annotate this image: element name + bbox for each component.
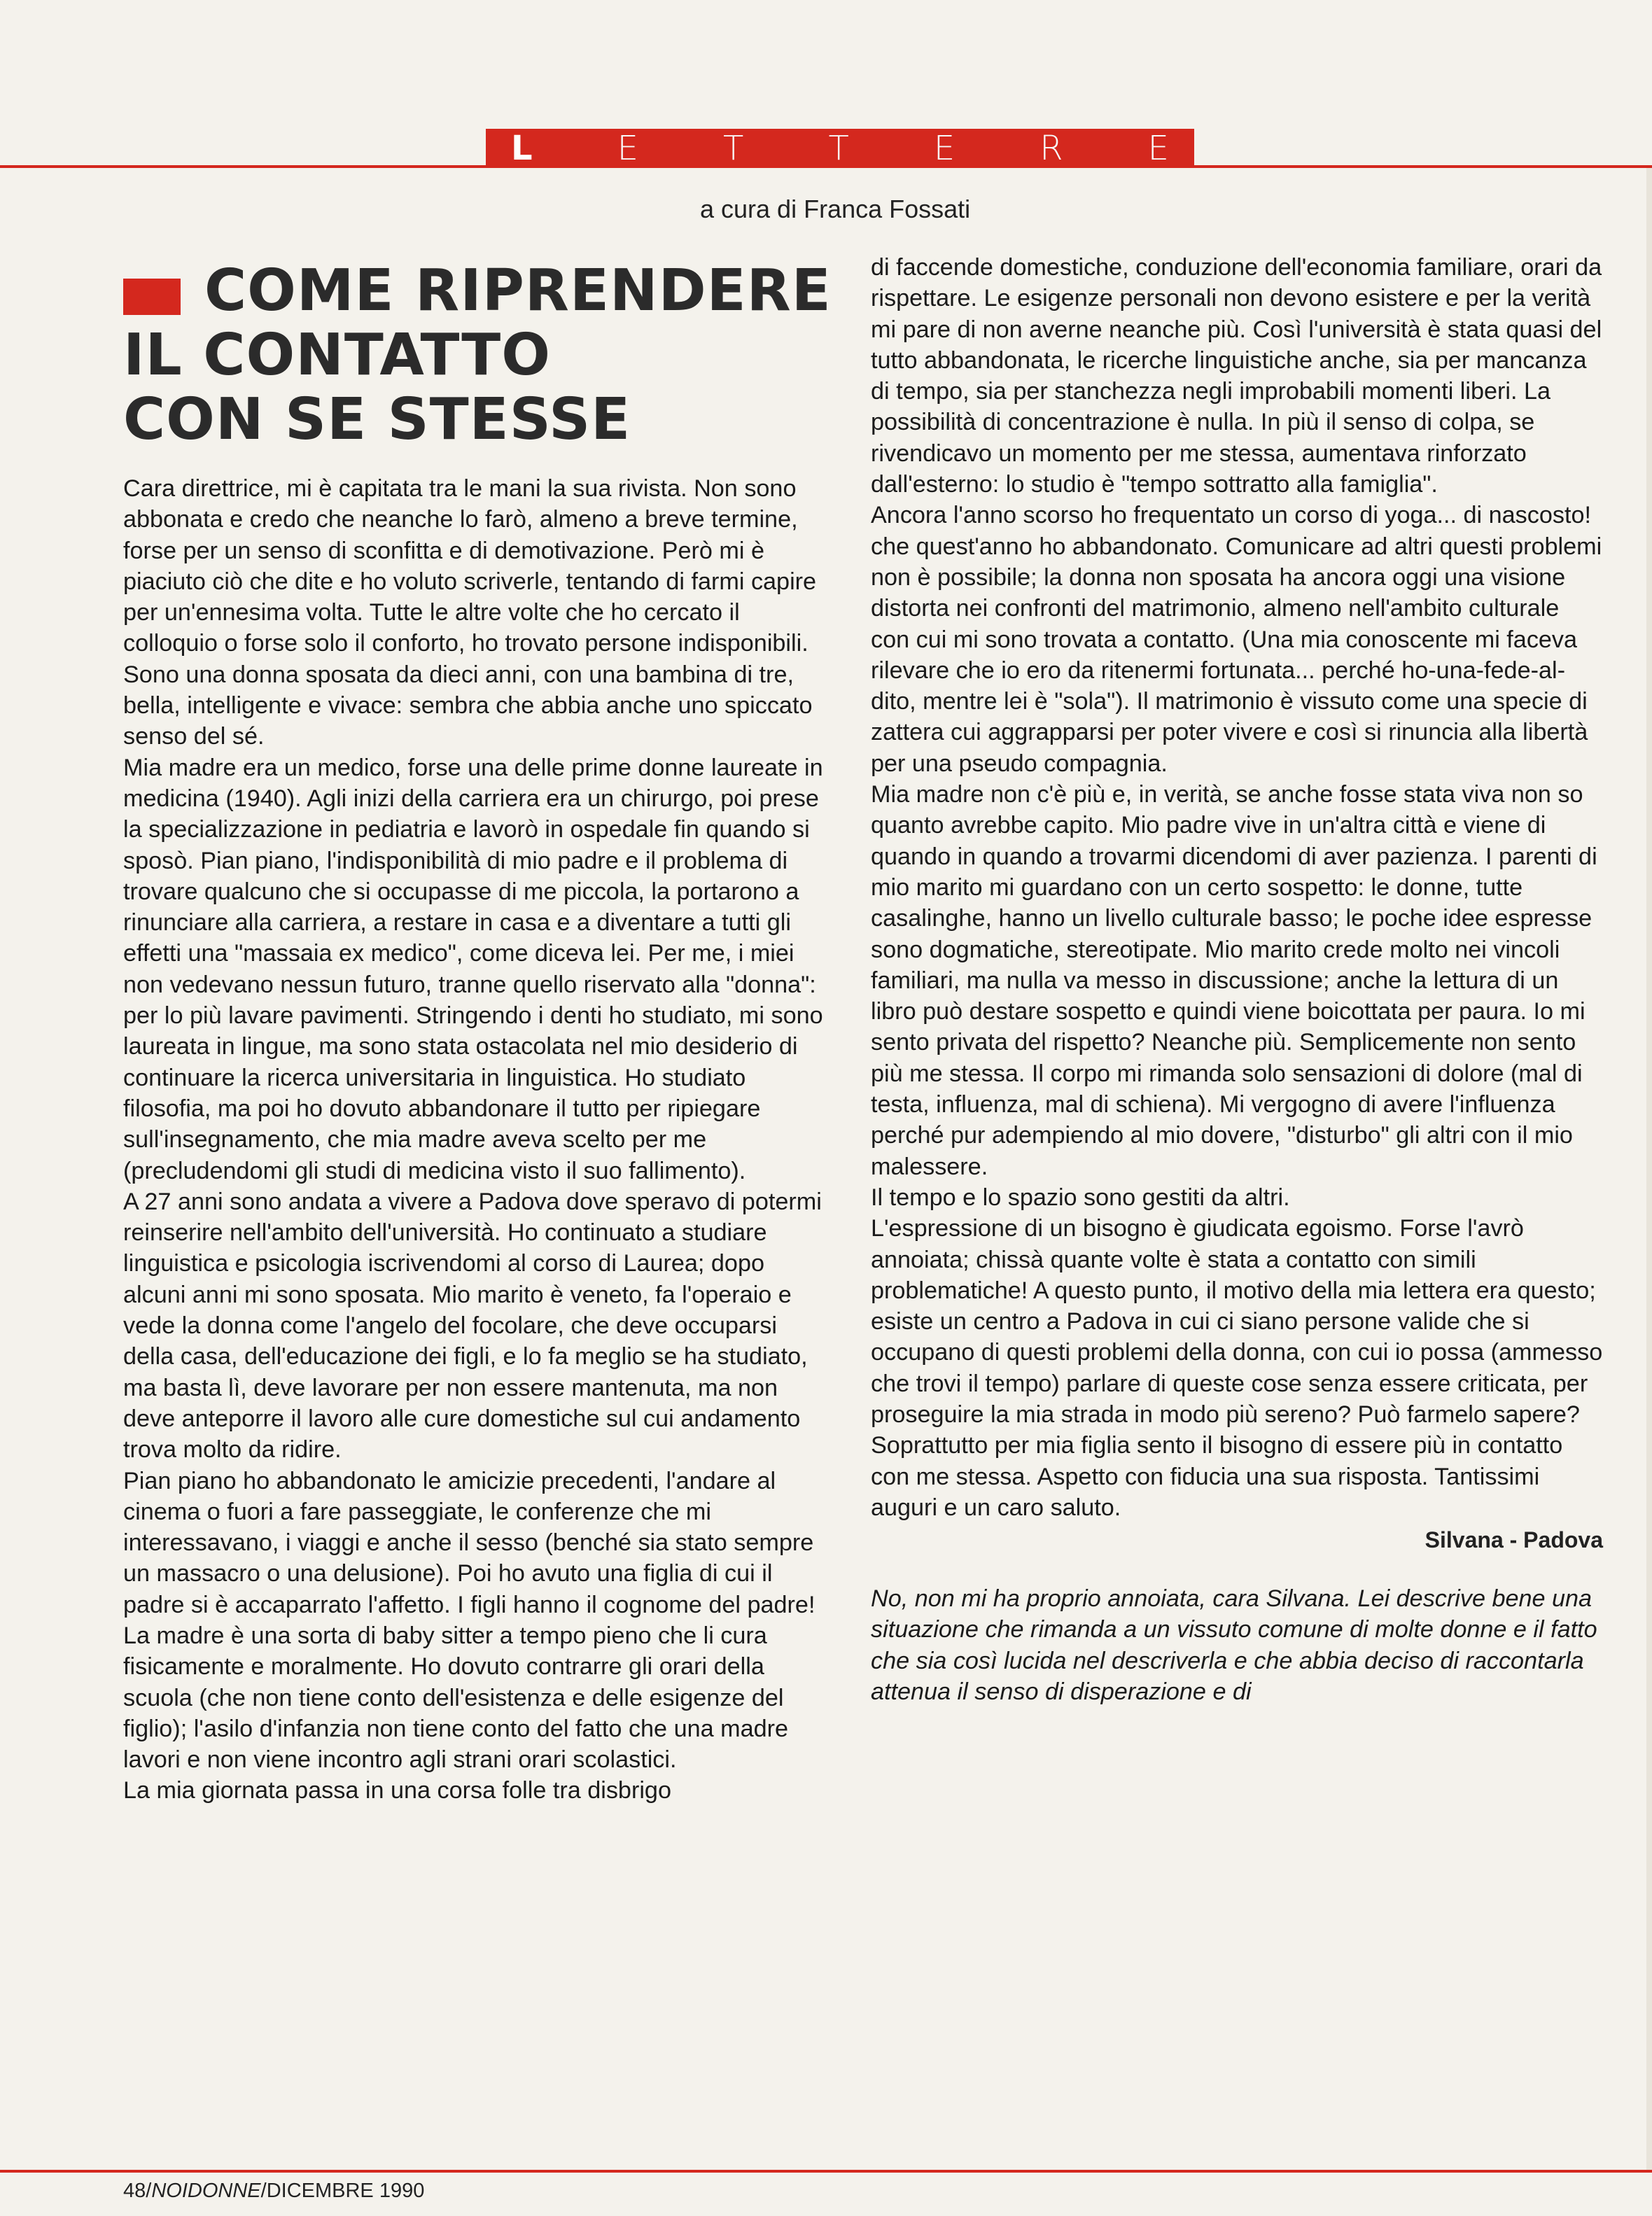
letter-paragraph: di faccende domestiche, conduzione dell'economia familiare, orari da rispettare. Le esigenze personali non devono esistere e per la verità mi pare di non averne neanche più. Così l'università è stata quasi del tutto abbandonata, le ricerche linguistiche anche, sia per mancanza di tempo, sia per stanchezza negli improbabili momenti liberi. La possibilità di concentrazione è nulla. In più il senso di colpa, se rivendicavo un momento per me stessa, aumentava rinforzato dall'esterno: lo studio è "tempo sottratto alla famiglia". xyxy=(871,254,1602,498)
section-letter: E xyxy=(933,129,955,168)
letter-paragraph: L'espressione di un bisogno è giudicata egoismo. Forse l'avrò annoiata; chissà quante volte è stata a contatto con simili problematiche! A questo punto, il motivo della mia lettera era questo; esiste un centro a Padova in cui ci siano persone valide che si occupano di questi problemi della donna, con cui io possa (ammesso che trovi il tempo) parlare di queste cose senza essere criticata, per proseguire la mia strada in modo più sereno? Può farmelo sapere? Soprattutto per mia figlia sento il bisogno di essere più in contatto con me stessa. Aspetto con fiducia una sua risposta. Tantissimi auguri e un caro saluto. xyxy=(871,1215,1603,1521)
issue-date: DICEMBRE 1990 xyxy=(266,2180,425,2202)
magazine-name: NOIDONNE xyxy=(151,2180,261,2202)
letter-paragraph: Pian piano ho abbandonato le amicizie precedenti, l'andare al cinema o fuori a fare passeggiate, le conferenze che mi interessavano, i viaggi e anche il sesso (benché sia stato sempre un massacro o una delusione). Poi ho avuto una figlia di cui il padre si è accaparrato l'affetto. I figli hanno il cognome del padre! La madre è una sorta di baby sitter a tempo pieno che li cura fisicamente e moralmente. Ho dovuto contrarre gli orari della scuola (che non tiene conto dell'esistenza e delle esigenze del figlio); l'asilo d'infanzia non tiene conto del fatto che una madre lavori e non viene incontro agli strani orari scolastici. xyxy=(123,1467,816,1774)
letter-column-left xyxy=(123,473,823,1807)
section-letter: L xyxy=(511,129,533,168)
page-number: 48 xyxy=(123,2180,146,2202)
section-letter: T xyxy=(723,129,744,168)
section-header-lettere xyxy=(486,129,1194,168)
letter-paragraph: Il tempo e lo spazio sono gestiti da altri. xyxy=(871,1184,1290,1211)
letter-column-right xyxy=(871,252,1603,1707)
title-line: IL CONTATTO xyxy=(123,322,551,388)
page-footer: 48/NOIDONNE/DICEMBRE 1990 xyxy=(123,2180,425,2202)
section-letter: R xyxy=(1040,129,1063,168)
letter-paragraph: A 27 anni sono andata a vivere a Padova dove speravo di potermi reinserire nell'ambito dell'università. Ho continuato a studiare linguistica e psicologia iscrivendomi al corso di Laurea; dopo alcuni anni mi sono sposata. Mio marito è veneto, fa l'operaio e vede la donna come l'angelo del focolare, che deve occuparsi della casa, dell'educazione dei figli, e lo fa meglio se ha studiato, ma basta lì, deve lavorare per non essere mantenuta, ma non deve anteporre il lavoro alle cure domestiche sul cui andamento trova molto da ridire. xyxy=(123,1188,822,1464)
section-letter: E xyxy=(1147,129,1169,168)
letter-signature: Silvana - Padova xyxy=(1424,1527,1603,1553)
title-line: COME RIPRENDERE xyxy=(204,258,832,324)
curator-credit: a cura di Franca Fossati xyxy=(700,195,971,223)
footer-red-rule xyxy=(0,2170,1652,2173)
letter-paragraph: Mia madre era un medico, forse una delle prime donne laureate in medicina (1940). Agli inizi della carriera era un chirurgo, poi prese la specializzazione in pediatria e lavorò in ospedale fin quando si sposò. Pian piano, l'indisponibilità di mio padre e il problema di trovare qualcuno che si occupasse di me piccola, la portarono a rinunciare alla carriera, a restare in casa e a diventare a tutti gli effetti una "massaia ex medico", come diceva lei. Per me, i miei non vedevano nessun futuro, tranne quello riservato alla "donna": per lo più lavare pavimenti. Stringendo i denti ho studiato, mi sono laureata in lingue, ma sono stata ostacolata nel mio desiderio di continuare la ricerca universitaria in linguistica. Ho studiato filosofia, ma poi ho dovuto abbandonare il tutto per ripiegare sull'insegnamento, che mia madre aveva scelto per me (precludendomi gli studi di medicina visto il suo fallimento). xyxy=(123,754,823,1184)
page-edge xyxy=(1646,168,1652,2170)
title-line: CON SE STESSE xyxy=(123,386,631,453)
editor-reply: No, non mi ha proprio annoiata, cara Silvana. Lei descrive bene una situazione che rimanda a un vissuto comune di molte donne e il fatto che sia così lucida nel descriverla e che abbia deciso di raccontarla attenua il senso di disperazione e di xyxy=(871,1585,1597,1706)
letter-paragraph: Ancora l'anno scorso ho frequentato un corso di yoga... di nascosto! che quest'anno ho abbandonato. Comunicare ad altri questi problemi non è possibile; la donna non sposata ha ancora oggi una visione distorta nei confronti del matrimonio, almeno nell'ambito culturale con cui mi sono trovata a contatto. (Una mia conoscente mi faceva rilevare che io ero da ritenermi fortunata... perché ho-una-fede-al-dito, mentre lei è "sola"). Il matrimonio è vissuto come una specie di zattera cui aggrapparsi per poter vivere e così si rinuncia alla libertà per una pseudo compagnia. xyxy=(871,502,1602,777)
section-letter: T xyxy=(828,129,849,168)
section-letter: E xyxy=(617,129,638,168)
letter-paragraph: La mia giornata passa in una corsa folle tra disbrigo xyxy=(123,1777,671,1804)
article-title xyxy=(123,259,832,452)
letter-paragraph: Cara direttrice, mi è capitata tra le mani la sua rivista. Non sono abbonata e credo che neanche lo farò, almeno a breve termine, forse per un senso di sconfitta e di demotivazione. Però mi è piaciuto ciò che dite e ho voluto scriverle, tentando di farmi capire per un'ennesima volta. Tutte le altre volte che ho cercato il colloquio o forse solo il conforto, ho trovato persone indisponibili. Sono una donna sposata da dieci anni, con una bambina di tre, bella, intelligente e vivace: sembra che abbia anche uno spiccato senso del sé. xyxy=(123,475,817,750)
letter-paragraph: Mia madre non c'è più e, in verità, se anche fosse stata viva non so quanto avrebbe capito. Mio padre vive in un'altra città e viene di quando in quando a trovarmi dicendomi di aver pazienza. I parenti di mio marito mi guardano con un certo sospetto: le donne, tutte casalinghe, hanno un livello culturale basso; le poche idee espresse sono dogmatiche, stereotipate. Mio marito crede molto nei vincoli familiari, ma nulla va messo in discussione; anche la lettura di un libro può destare sospetto e quindi viene boicottata per paura. Io mi sento privata del rispetto? Neanche più. Semplicemente non sento più me stessa. Il corpo mi rimanda solo sensazioni di dolore (mal di testa, influenza, mal di schiena). Mi vergogno di avere l'influenza perché pur adempiendo al mio dovere, "disturbo" gli altri con il mio malessere. xyxy=(871,781,1597,1180)
